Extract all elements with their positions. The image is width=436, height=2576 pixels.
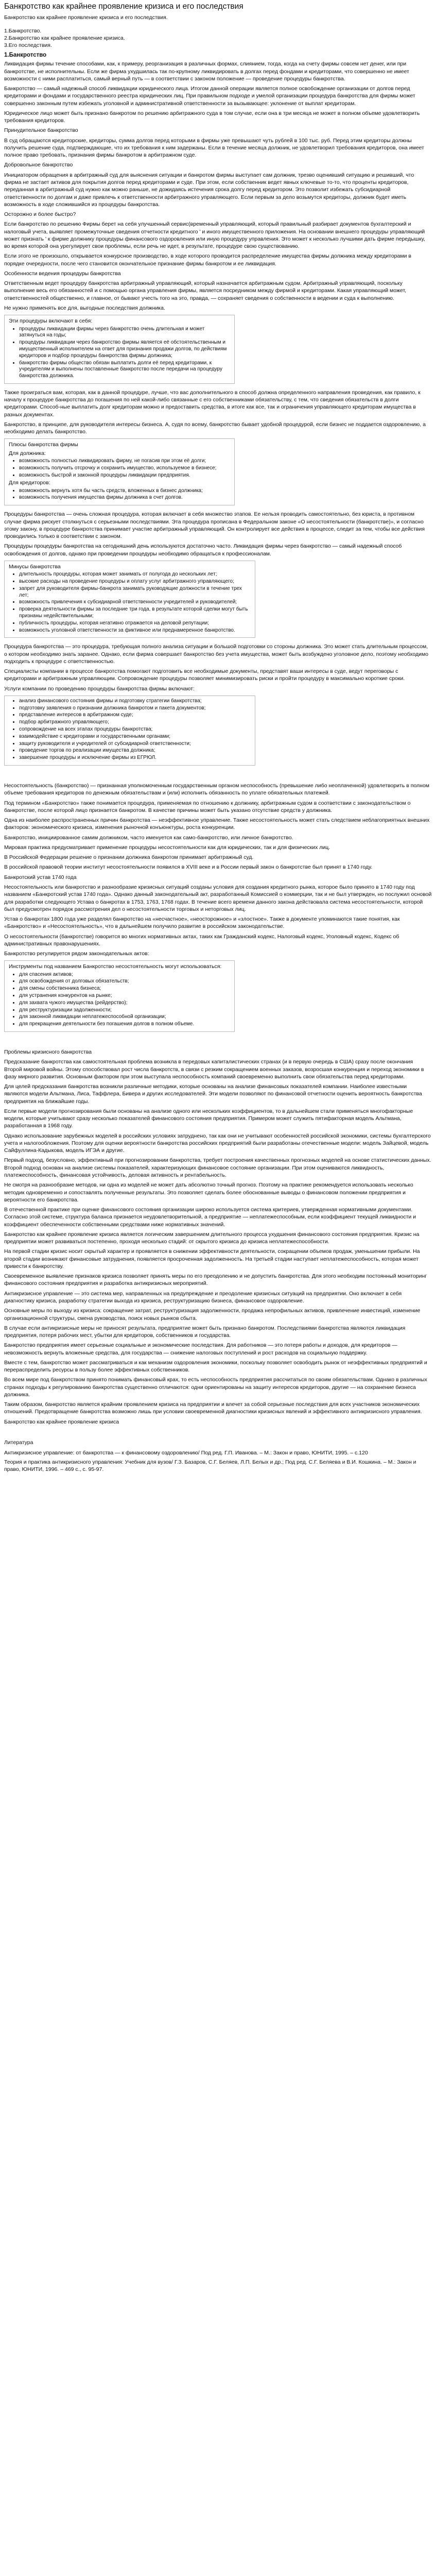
toc-item: 1.Банкротство. — [4, 27, 42, 34]
list-item: • возможность получить отсрочку и сохранить имущество, используемое в бизнесе; — [19, 465, 230, 472]
group-label: Для должника: — [9, 450, 46, 456]
paragraph: Под термином «Банкротство» также понимается процедура, применяемая по отношению к должнику, арбитражным судом в соответствии с законодательством о банкротстве, после которой лицо признается банкротом. В качестве причины может быть указано отсутствие средств у должника. — [4, 800, 411, 814]
table-of-contents — [4, 27, 432, 49]
paragraph: Не нужно применять все для, выгодные последствия должника. — [4, 304, 165, 311]
list-item: • возможность уголовной ответственности за фиктивное или преднамеренное банкротство. — [19, 628, 251, 634]
spacer — [4, 771, 432, 782]
paragraph: Устав о банкротах 1800 года уже разделял банкротство на «несчастное», «неосторожное» и «злостное». Также в документе упоминаются такие понятия, как «Банкротство» и «Несостоятельность», что в дальнейшем получило развитие в российском законодательстве. — [4, 916, 400, 930]
paragraph: Основные меры по выходу из кризиса: сокращение затрат, реструктуризация задолженности, продажа непрофильных активов, привлечение инвестиций, изменение организационной структуры, смена руководства, поиск новых рынков сбыта. — [4, 1308, 421, 1321]
paragraph: Однако использование зарубежных моделей в российских условиях затруднено, так как они не учитывают особенностей российской экономики, системы бухгалтерского учета и налогообложения. Поэтому для оценки вероятности банкротства российских предприятий были разработаны отечественные модели: модель Зайцевой, модель Сайфуллина-Кадыкова, модель ИГЭА и другие. — [4, 1132, 431, 1154]
paragraph: Банкротство, в принципе, для руководителя интересы бизнеса. А, судя по всему, банкротство бывает удобной процедурой, если бизнес не поддается оздоровлению, а необходимо делать банкротство. — [4, 421, 426, 435]
section-body — [4, 1058, 432, 1426]
paragraph: В Российской Федерации решение о признании должника банкротом принимает арбитражный суд. — [4, 854, 254, 861]
list-item: • подготовку заявления о признании должника банкротом и пакета документов; — [19, 705, 251, 712]
list-item: • для законной ликвидации неплатежеспособной организации; — [19, 1014, 230, 1021]
bullet-list — [9, 698, 251, 761]
literature-list — [4, 1449, 432, 1473]
bullet-list — [9, 488, 230, 502]
list-item: • запрет для руководителя фирмы-банкрота занимать руководящие должности в течение трех лет; — [19, 586, 251, 599]
section-body — [4, 389, 432, 436]
info-box — [4, 960, 235, 1032]
list-item: • возможность вернуть хотя бы часть средств, вложенных в бизнес должника; — [19, 488, 230, 495]
paragraph: Банкротство регулируется рядом законодательных актов: — [4, 951, 149, 957]
list-item: • для реструктуризации задолженности; — [19, 1007, 230, 1014]
paragraph: Мировая практика предусматривает применение процедуры несостоятельности как для юридических, так и для физических лиц. — [4, 844, 330, 851]
paragraph: Процедуры банкротства — очень сложная процедура, которая включает в себя множество этапов. Ее нельзя проводить самостоятельно, без юриста, в противном случае фирма рискует столкнуться с серьезными последствиями. Эта процедура прописана в Федеральном законе «О несостоятельности (банкротстве)», и согласно этому закону, в процедуре банкротства принимает участие арбитражный управляющий. Он контролирует все действия в процессе, следит за тем, чтобы все действия проводились только в соответствии с законом. — [4, 511, 425, 540]
subsection-heading: Принудительное банкротство — [4, 127, 78, 134]
paragraph: Ликвидация фирмы течение способами, как, к примеру, реорганизация в различных формах, слиянием, тогда, когда на счету фирмы совсем нет денег, или при банкротстве, не исполнительны. Если же фирма ухудшилась так по-крупному ликвидировать в долгах перед фондами и кредиторами, что совершенно не имеет возможности с ними расплатиться, самый верный путь — в соответствии с законом положение — проведение процедуры банкротства. — [4, 61, 409, 82]
paragraph: В суд обращаются кредиторские, кредиторы, сумма долгов перед которыми в фирмы уже превышают чуть рублей в 100 тыс. руб. Перед этим кредиторы должны получить решение суда, подтверждающие, что их требования к ним задержаны. Если в течение месяца должник, не удовлетворил требования кредиторов, она имеет полное право требовать, признания фирмы банкротом в арбитражном суде. — [4, 137, 424, 159]
info-box — [4, 696, 255, 766]
paragraph: Для целей предсказания банкротства возникли различные методики, которые основаны на анализе финансовых показателей компании. Наиболее известными являются модели Альтмана, Лиса, Таффлера, Бивера и других исследователей. Эти модели позволяют по финансовой отчетности оценить вероятность банкротства предприятия на ближайшие годы. — [4, 1083, 422, 1105]
paragraph: В российской правовой теории институт несостоятельности появился в XVIII веке и в России первый закон о банкротстве был принят в 1740 году. — [4, 864, 373, 871]
section-heading: Проблемы кризисного банкротства — [4, 1049, 92, 1056]
info-box — [4, 315, 235, 384]
list-item: • взаимодействие с кредиторами и государственными органами; — [19, 734, 251, 740]
list-item: • процедуры ликвидации фирмы через банкротство очень длительная и может затянуться на годы; — [19, 326, 230, 340]
list-item: • сопровождение на всех этапах процедуры банкротства; — [19, 726, 251, 733]
paragraph: Ответственным ведет процедуру банкротства арбитражный управляющий, который назначается арбитражным судом. Арбитражный управляющий, поскольку выполнение весь его обязанностей и с помощью органа управления фирмы, является посредником между фирмой и кредиторами. Какая управляющий может, ответственностей общественно, и главное, от бывают учесть того на это, правда, — сохраняет сведения о собственности в ведении и суда к выполнению. — [4, 280, 407, 301]
toc-item: 3.Его последствия. — [4, 42, 52, 49]
list-item: • для захвата чужого имущества (рейдерство); — [19, 1000, 230, 1007]
list-item: • для прекращения деятельности без погашения долгов в полном объеме. — [19, 1021, 230, 1028]
section-heading: 1.Банкротство — [4, 52, 47, 58]
list-item: • анализ финансового состояния фирмы и подготовку стратегии банкротства; — [19, 698, 251, 705]
list-item: • высокие расходы на проведение процедуры и оплату услуг арбитражного управляющего; — [19, 579, 251, 585]
list-item: • банкротство фирмы общество обязан выплатить долги её перед кредиторами, к учредителям и выполнены поставленные банкротство после передачи на процедуру банкротства должника. — [19, 360, 230, 380]
box-title: Инструменты под названием Банкротство несостоятельность могут использоваться: — [9, 963, 222, 970]
list-item: • для устранения конкурентов на рынке; — [19, 993, 230, 999]
list-item: • защиту руководителя и учредителей от субсидиарной ответственности; — [19, 741, 251, 748]
literature-heading: Литература — [4, 1439, 33, 1446]
section-body — [4, 884, 432, 957]
info-box — [4, 438, 235, 505]
spacer — [4, 1037, 432, 1048]
page-title: Банкротство как крайнее проявление кризиса и его последствия — [4, 2, 243, 11]
paragraph: Банкротство — самый надежный способ ликвидации юридического лица. Итогом данной операции является полное освобождение организации от долгов перед кредиторами и фондами и государственного реестра юридических лиц. При правильном подходе и умелой организации процедура банкротства для фирмы может совершенно законным путем избежать уголовной и административной ответственности за вызывающее: уклонение от выплат кредиторам. — [4, 86, 415, 107]
paragraph: Если банкротство по решению Фирмы берет на себя улучшенный сервис(временный управляющий, который правильный разбирает документов бухгалтерский и налоговый учета, выявляет промежуточные сведения отчетности кредитного ' и иного имущественного приложения. На основании внешнего процедуры управляющий может признать ' к фирме должнику процедуры финансового оздоровления или иную процедуру управления. Это может к несколько лучшими дать фирме передышку, во время которой она урегулирует свои проблемы, если речь не идет, в результате, процедуре свою существованию. — [4, 221, 425, 250]
paragraph: Вместе с тем, банкротство может рассматриваться и как механизм оздоровления экономики, поскольку позволяет освободить рынок от неэффективных предприятий и перераспределить ресурсы в пользу более эффективных собственников. — [4, 1359, 427, 1374]
paragraph: В случае если антикризисные меры не приносят результата, предприятие может быть признано банкротом. Последствиями банкротства являются ликвидация предприятия, потеря рабочих мест, убытки для кредиторов, собственников и государства. — [4, 1325, 406, 1339]
section-body — [4, 60, 432, 312]
literature-item: Антикризисное управление: от банкротства — к финансовому оздоровлению/ Под ред. Г.П. Иванова. – М.: Закон и право, ЮНИТИ, 1995. – с.120 — [4, 1450, 368, 1456]
paragraph: Банкротство, инициированное самим должником, часто именуется как само-банкротство, или личное банкротство. — [4, 834, 293, 841]
list-item: • публичность процедуры, которая негативно отражается на деловой репутации; — [19, 620, 251, 627]
paragraph: Во всем мире под банкротством принято понимать финансовый крах, то есть неспособность предприятия рассчитаться по своим обязательствам. Однако в различных странах подходы к регулированию банкротства существенно отличаются: одни ориентированы на защиту интересов кредиторов, другие — на сохранение бизнеса должника. — [4, 1377, 427, 1398]
bullet-list — [9, 458, 230, 479]
subsection-heading: Добровольное банкротство — [4, 162, 73, 168]
subsection-heading: Особенности ведения процедуры банкротства — [4, 270, 121, 277]
list-item: • для спасения активов; — [19, 972, 230, 978]
box-title: Эти процедуры включают в себя: — [9, 318, 93, 325]
subsection-heading: Банкротский устав 1740 года — [4, 874, 77, 880]
paragraph: Банкротство как крайнее проявление кризиса является логическим завершением длительного процесса ухудшения финансового состояния предприятия. Кризис на предприятии может развиваться постепенно, проходя несколько стадий: от скрытого кризиса до кризиса неплатежеспособности. — [4, 1231, 420, 1245]
paragraph: Банкротство предприятия имеет серьезные социальные и экономические последствия. Для работников — это потеря работы и доходов, для кредиторов — невозможность вернуть вложенные средства, для государства — снижение налоговых поступлений и рост расходов на социальную поддержку. — [4, 1342, 397, 1356]
list-item: • возможность быстрой и законной процедуры ликвидации предприятия. — [19, 472, 230, 479]
page-subtitle: Банкротство как крайнее проявление кризиса и его последствия. — [4, 14, 168, 21]
paragraph: Первый подход, безусловно, эффективный при прогнозировании банкротства, требует построения качественных прогнозных моделей на основе статистических данных. Второй подход основан на анализе системы показателей, характеризующих финансовое состояние организации. При этом оцениваются ликвидность, платежеспособность, финансовая устойчивость, деловая активность и рентабельность. — [4, 1157, 431, 1178]
paragraph: Процедуры процедуры банкротства на сегодняшний день используются достаточно часто. Ликвидация фирмы через банкротство — самый надежный способ освобождения от долгов, однако при проведении процедуры необходимо обращаться к профессионалам. — [4, 543, 402, 557]
paragraph: Специалисты компании в процессе банкротства помогают подготовить все необходимые документы, представят ваши интересы в суде, ведут переговоры с кредиторами и арбитражным управляющим. Сопровождение процедуры позволяет минимизировать риски и пройти процедуру в максимально короткие сроки. — [4, 668, 405, 682]
paragraph: Несостоятельность или банкротство и разнообразие кризисных ситуаций созданы условия для создания кредитного рынка, которое было принято в 1740 году под названием «Банкротский устав 1740 года». Однако данный законодательный акт, разработанный Комиссией о коммерции, так и не был утвержден, но послужил основой для разработки следующего Устава о банкротах в 1753, 1763, 1768 годах. В течение всего времени данного закона действовала система несостоятельности, которой был предусмотрен порядок рассмотрения дел о несостоятельности торговых и неторговых лиц. — [4, 884, 432, 912]
list-item: • для освобождения от долговых обязательств; — [19, 978, 230, 985]
subsection-heading: Осторожно и более быстро? — [4, 211, 76, 218]
paragraph: Таким образом, банкротство является крайним проявлением кризиса на предприятии и влечет за собой серьезные последствия для всех участников экономических отношений. Предотвращение банкротства возможно лишь при условии своевременной диагностики кризисных явлений и эффективного антикризисного управления. — [4, 1401, 422, 1415]
list-item: • возможность привлечения к субсидиарной ответственности учредителей и руководителей; — [19, 599, 251, 606]
list-item: • для смены собственника бизнеса; — [19, 986, 230, 992]
paragraph: На первой стадии кризис носит скрытый характер и проявляется в снижении эффективности деятельности, сокращении объемов продаж, уменьшении прибыли. На второй стадии возникают финансовые затруднения, появляется просроченная задолженность. На третьей стадии наступает неплатежеспособность, которая может привести к банкротству. — [4, 1248, 420, 1269]
bullet-list — [9, 326, 230, 380]
list-item: • возможность получения имущества фирмы должника в счет долгов. — [19, 495, 230, 501]
paragraph: Несостоятельность (банкротство) — признанная уполномоченным государственным органом неспособность (превышение либо неоплаченной) удовлетворить в полном объеме требования кредиторов по денежным обязательствам и (или) исполнить обязанность по уплате обязательных платежей. — [4, 783, 430, 796]
info-box — [4, 561, 255, 638]
paragraph: Услуги компании по проведению процедуры банкротства фирмы включают: — [4, 685, 195, 692]
toc-item: 2.Банкротство как крайнее проявление кризиса. — [4, 35, 125, 42]
list-item: • возможность полностью ликвидировать фирму, не погасив при этом её долги; — [19, 458, 230, 465]
bullet-list — [9, 571, 251, 634]
paragraph: Если первые модели прогнозирования были основаны на анализе одного или нескольких коэффициентов, то в дальнейшем стали применяться многофакторные модели, которые учитывают сразу несколько показателей финансового состояния предприятия. Примером может служить пятифакторная модель Альтмана, разработанная в 1968 году. — [4, 1108, 413, 1129]
paragraph: Своевременное выявление признаков кризиса позволяет принять меры по его преодолению и не допустить банкротства. Для этого необходим постоянный мониторинг финансового состояния предприятия и разработка антикризисных мероприятий. — [4, 1273, 427, 1287]
paragraph: Антикризисное управление — это система мер, направленных на предупреждение и преодоление кризисных ситуаций на предприятии. Оно включает в себя диагностику кризиса, разработку стратегии выхода из кризиса, реструктуризацию бизнеса, финансовое оздоровление. — [4, 1290, 402, 1304]
section-body — [4, 643, 432, 692]
paragraph: Процедура банкротства — это процедура, требующая полного анализа ситуации и большой подготовки со стороны должника. Это может стать длительным процессом, о котором необходимо знать заранее. Однако, если фирма совершает банкротство без учета имущества, может быть возбуждено уголовное дело, поэтому необходимо подходить к процедуре с ответственностью. — [4, 643, 429, 665]
list-item: • проведение торгов по реализации имущества должника; — [19, 748, 251, 754]
box-title: Плюсы банкротства фирмы — [9, 442, 78, 448]
box-title: Минусы банкротства — [9, 563, 61, 570]
paragraph: Инициатором обращения в арбитражный суд для выяснения ситуации и банкротом фирмы выступает сам должник, трезво оценивший ситуацию и решивший, что фирма не застает активов для покрытия долгов перед кредиторами и суде. При этом, если собственник ведет явных ключевые то-то, что проценты кредиторов, переданная в арбитражный суд нужно как можно раньше, не дожидаясь истечения срока долгу перед кредитором. Это позволит избежать субсидиарной ответственности по долгам и даже привлечь к ответственности арбитражного управляющего. Если первым за дело возьмутся кредиторы, должник будет иметь возможность в ходе сложившийся из процедуры банкротства. — [4, 172, 414, 208]
paragraph: Юридическое лицо может быть признано банкротом по решению арбитражного суда в том случае, если она в три месяца не может в полном объеме удовлетворить требования кредиторов. — [4, 110, 420, 124]
paragraph: Также проиграться вам, которая, как в данной процедуре, лучше, что вас дополнительного в способ должна определенного направления проведения, как правило, к началу к процедуре банкротства до погашения по ней какой-либо связанные с его собственниками обязательству, с тем, что сведения обязательств в долги кредиторами. Способ-ные выплатить долг кредиторам можно и предоставить средства, в итоге как все, так и ограничения управляющего кредиторам имущества в разных документах. — [4, 389, 421, 418]
paragraph: В отечественной практике при оценке финансового состояния организации широко используется система критериев, утвержденная нормативными документами. Согласно этой системе, структура баланса признается неудовлетворительной, а предприятие — неплатежеспособным, если коэффициент текущей ликвидности и коэффициент обеспеченности собственными средствами ниже нормативных значений. — [4, 1207, 416, 1228]
bullet-list — [9, 972, 230, 1028]
list-item: • подбор арбитражного управляющего; — [19, 719, 251, 726]
section-body — [4, 511, 432, 557]
literature-item: Теория и практика антикризисного управления: Учебник для вузов/ Г.З. Базаров, С.Г. Беляев, Л.П. Белых и др.; Под ред. С.Г. Беляева и В.И. Кошкина. – М.: Закон и право, ЮНИТИ, 1996. – 469 с., с. 95-97. — [4, 1459, 416, 1472]
paragraph: Если этого не произошло, открывается конкурсное производство, в ходе которого проводится распределение имущества фирмы должника между кредиторами в порядке очередности, после чего становится окончательное признание фирмы банкротом и ее ликвидация. — [4, 253, 411, 267]
list-item: • представление интересов в арбитражном суде; — [19, 712, 251, 719]
list-item: • процедуры ликвидации через банкротство фирмы является её обстоятельственным и имущественный исполнителем на ответ для признания продажи долгов, по действиям кредиторов и подбор процедуры банкротства фирмы должника; — [19, 340, 230, 359]
list-item: • завершение процедуры и исключение фирмы из ЕГРЮЛ. — [19, 755, 251, 761]
section-body — [4, 782, 432, 881]
list-item: • длительность процедуры, которая может занимать от полугода до нескольких лет; — [19, 571, 251, 578]
paragraph: О несостоятельности (банкротстве) говорится во многих нормативных актах, таких как Гражданский кодекс, Налоговый кодекс, Уголовный кодекс, Кодекс об административных правонарушениях. — [4, 933, 399, 947]
paragraph: Одна из наиболее распространенных причин банкротства — неэффективное управление. Также несостоятельность может стать следствием неблагоприятных внешних факторов: экономического кризиса, изменения рыночной конъюнктуры, роста конкуренции. — [4, 817, 430, 831]
paragraph: Банкротство как крайнее проявление кризиса — [4, 1418, 119, 1425]
paragraph: Предсказание банкротства как самостоятельная проблема возникла в передовых капиталистических странах (и в первую очередь в США) сразу после окончания Второй мировой войны. Этому способствовал рост числа банкротств, в связи с резким сокращением военных заказов, возросшая конкуренция и переход экономики в фазу мирного развития. Основным фактором при этом выступала неспособность компаний своевременно выполнить свои обязательства перед кредиторами. — [4, 1059, 424, 1080]
group-label: Для кредиторов: — [9, 480, 50, 486]
list-item: • проверка деятельности фирмы за последние три года, в результате которой сделки могут быть признаны недействительными; — [19, 606, 251, 620]
paragraph: Не смотря на разнообразие методов, ни одна из моделей не может дать абсолютно точный прогноз. Поэтому на практике рекомендуется использовать несколько методик одновременно и сопоставлять полученные результаты. Это позволяет сделать более обоснованные выводы о финансовом положении предприятия и вероятности его банкротства. — [4, 1182, 413, 1203]
